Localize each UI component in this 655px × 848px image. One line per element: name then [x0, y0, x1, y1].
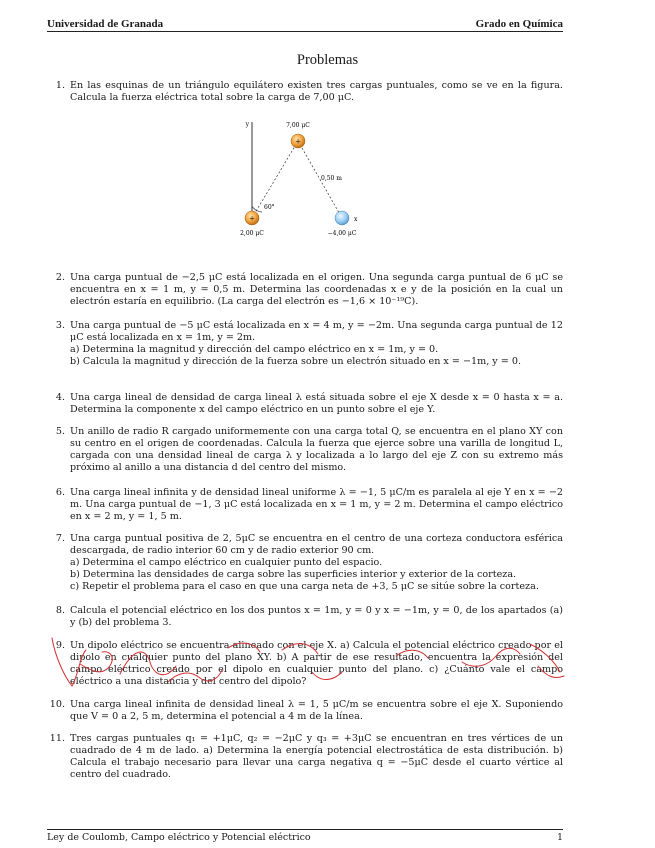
label-left-charge: 2,00 μC — [240, 230, 264, 237]
header-degree: Grado en Química — [475, 18, 563, 30]
problem-subitem-a: a) Determina la magnitud y dirección del campo eléctrico en x = 1m, y = 0. — [70, 344, 439, 355]
plus-sign-left: + — [249, 214, 255, 223]
problem-item — [47, 533, 563, 593]
problem-number: 4. — [55, 392, 65, 403]
label-angle: 60° — [264, 204, 275, 211]
page-number: 1 — [556, 832, 563, 843]
plus-sign-top: + — [295, 137, 301, 146]
charge-right — [335, 211, 349, 225]
problem-number: 2. — [55, 272, 65, 283]
label-right-charge: −4,00 μC — [327, 230, 357, 237]
problem-text: En las esquinas de un triángulo equilátero existen tres cargas puntuales, como se ve en la figura. Calcula la fuerza eléctrica total sobre la carga de 7,00 μC. — [70, 80, 563, 103]
problem-item — [47, 699, 563, 723]
problem-number: 8. — [55, 605, 65, 616]
problem-item — [47, 733, 563, 781]
page-title: Problemas — [296, 52, 359, 68]
problem-number: 3. — [55, 320, 65, 331]
problem-number: 5. — [55, 426, 65, 437]
problem-text: Una carga lineal de densidad de carga lineal λ está situada sobre el eje X desde x = 0 hasta x = a. Determina la componente x del campo eléctrico en un punto sobre el eje Y. — [70, 392, 563, 415]
problem-number: 7. — [55, 533, 65, 544]
problem-text: Una carga lineal infinita de densidad lineal λ = 1, 5 μC/m se encuentra sobre el eje X. Suponiendo que V = 0 a 2, 5 m, determina el potencial a 4 m de la línea. — [70, 699, 563, 722]
label-top-charge: 7,00 μC — [286, 122, 310, 129]
problem-text: Una carga puntual positiva de 2, 5μC se encuentra en el centro de una corteza conductora esférica descargada, de radio interior 60 cm y de radio exterior 90 cm. — [70, 533, 563, 556]
problem-text: Una carga puntual de −5 μC está localizada en x = 4 m, y = −2m. Una segunda carga puntual de 12 μC está localizada en x = 1m, y = 2m. — [70, 320, 563, 343]
problem-subitem-a: a) Determina el campo eléctrico en cualquier punto del espacio. — [70, 557, 383, 568]
problem-number: 6. — [55, 487, 65, 498]
problem-subitem-b: b) Determina las densidades de carga sobre las superficies interior y exterior de la corteza. — [70, 569, 517, 580]
problem-subitem-c: c) Repetir el problema para el caso en que una carga neta de +3, 5 μC se sitúe sobre la corteza. — [70, 581, 539, 592]
page-header — [47, 14, 563, 30]
label-distance: 0,50 m — [321, 175, 342, 182]
footer-topic: Ley de Coulomb, Campo eléctrico y Potencial eléctrico — [47, 832, 311, 843]
problem-item — [47, 640, 563, 688]
footer-rule — [47, 829, 563, 830]
charge-triangle-figure — [236, 118, 376, 240]
problem-number: 11. — [49, 733, 65, 744]
problem-item — [47, 487, 563, 523]
problem-item — [47, 392, 563, 416]
problem-number: 1. — [55, 80, 65, 91]
axis-y-label: y — [245, 121, 249, 128]
problem-subitem-b: b) Calcula la magnitud y dirección de la fuerza sobre un electrón situado en x = −1m, y = 0. — [70, 356, 522, 367]
problem-text: Tres cargas puntuales q₁ = +1μC, q₂ = −2μC y q₃ = +3μC se encuentran en tres vértices de un cuadrado de 4 m de lado. a) Determina la energía potencial electrostática de esta distribución. b) Calcula el trabajo necesario para llevar una carga negativa q = −5μC desde el cuarto vértice al centro del cuadrado. — [70, 733, 563, 780]
problem-text: Una carga lineal infinita y de densidad lineal uniforme λ = −1, 5 μC/m es paralela al eje Y en x = −2 m. Una carga puntual de −1, 3 μC está localizada en x = 1 m, y = 2 m. Determina el campo eléctrico en x = 2 m, y = 1, 5 m. — [70, 487, 563, 522]
axis-x-label: x — [354, 216, 358, 223]
header-university: Universidad de Granada — [47, 18, 164, 30]
problem-text: Un dipolo eléctrico se encuentra alineado con el eje X. a) Calcula el potencial eléctrico creado por el dipolo en cualquier punto del plano XY. b) A partir de ese resultado, encuentra la expresión del campo eléctrico creado por el dipolo en cualquier punto del plano. c) ¿Cuánto vale el campo eléctrico a una distancia y del centro del dipolo? — [70, 640, 563, 687]
problem-item — [47, 426, 563, 474]
header-rule — [47, 31, 563, 32]
page-footer — [47, 832, 563, 846]
problem-number: 9. — [55, 640, 65, 651]
problem-number: 10. — [49, 699, 65, 710]
problem-item — [47, 320, 563, 368]
triangle-side-left — [252, 141, 298, 218]
problem-item — [47, 272, 563, 308]
problem-item — [47, 605, 563, 629]
problem-text: Calcula el potencial eléctrico en los dos puntos x = 1m, y = 0 y x = −1m, y = 0, de los apartados (a) y (b) del problema 3. — [70, 605, 563, 628]
problem-text: Un anillo de radio R cargado uniformemente con una carga total Q, se encuentra en el plano XY con su centro en el origen de coordenadas. Calcula la fuerza que ejerce sobre una varilla de longitud L, cargada con una densidad lineal de carga λ y localizada a lo largo del eje Z con su extremo más próximo al anillo a una distancia d del centro del mismo. — [70, 426, 563, 473]
problem-text: Una carga puntual de −2,5 μC está localizada en el origen. Una segunda carga puntual de 6 μC se encuentra en x = 1 m, y = 0,5 m. Determina las coordenadas x e y de la posición en la cual un electrón estaría en equilibrio. (La carga del electrón es −1,6 × 10⁻¹⁹C). — [70, 272, 563, 307]
problem-item — [47, 80, 563, 104]
